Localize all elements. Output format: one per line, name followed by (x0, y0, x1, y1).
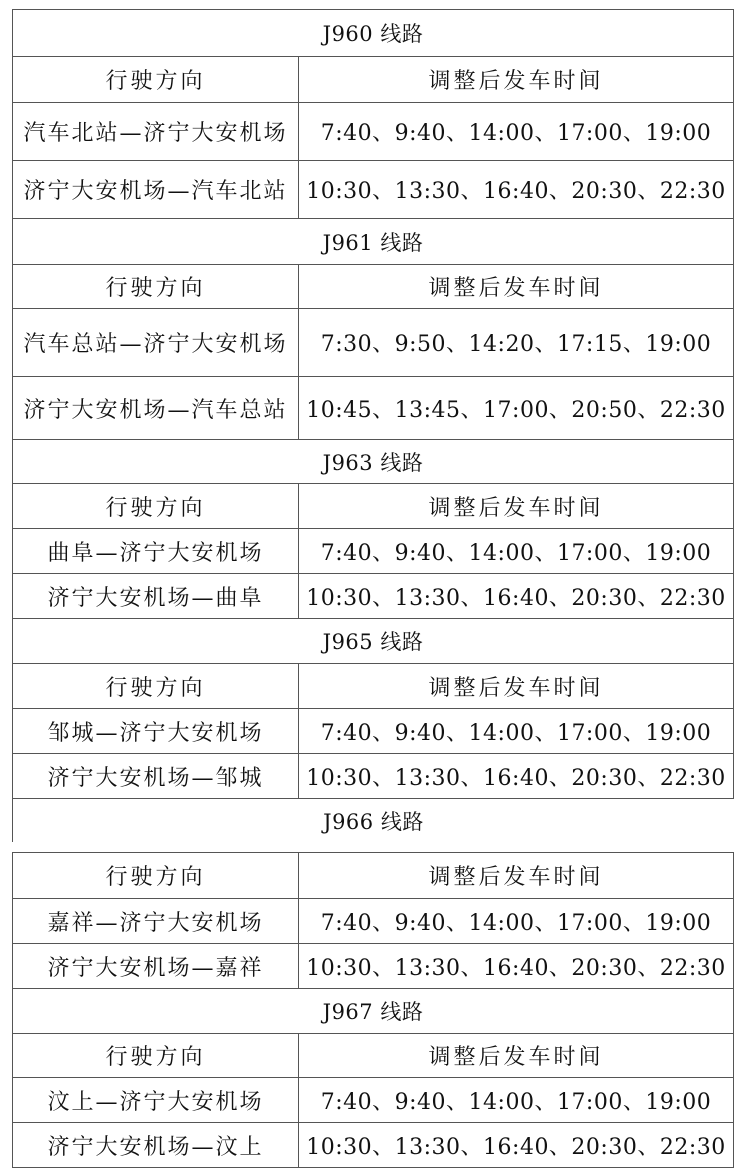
direction-cell: 汶上—济宁大安机场 (13, 1078, 299, 1122)
table-row (13, 899, 734, 944)
times-cell: 7:40、9:40、14:00、17:00、19:00 (299, 529, 734, 573)
table-row (13, 709, 734, 754)
times-header: 调整后发车时间 (299, 1034, 734, 1077)
direction-header: 行驶方向 (13, 57, 299, 102)
times-cell: 10:45、13:45、17:00、20:50、22:30 (299, 377, 734, 439)
times-cell: 10:30、13:30、16:40、20:30、22:30 (299, 161, 734, 218)
table-row (13, 1123, 734, 1168)
column-header-row (13, 664, 734, 709)
route-title: J960 线路 (13, 10, 734, 56)
times-cell: 7:40、9:40、14:00、17:00、19:00 (299, 899, 734, 943)
times-cell: 7:40、9:40、14:00、17:00、19:00 (299, 103, 734, 160)
times-header: 调整后发车时间 (299, 853, 734, 898)
direction-header: 行驶方向 (13, 484, 299, 528)
table-row (13, 1078, 734, 1123)
route-title: J965 线路 (13, 619, 734, 663)
times-header: 调整后发车时间 (299, 57, 734, 102)
direction-header: 行驶方向 (13, 1034, 299, 1077)
column-header-row (13, 1034, 734, 1078)
schedule-table-bottom (12, 852, 734, 1168)
times-header: 调整后发车时间 (299, 484, 734, 528)
direction-cell: 嘉祥—济宁大安机场 (13, 899, 299, 943)
route-title: J967 线路 (13, 989, 734, 1033)
direction-header: 行驶方向 (13, 265, 299, 308)
direction-cell: 济宁大安机场—邹城 (13, 754, 299, 798)
direction-cell: 济宁大安机场—嘉祥 (13, 944, 299, 988)
times-cell: 7:40、9:40、14:00、17:00、19:00 (299, 709, 734, 753)
times-cell: 10:30、13:30、16:40、20:30、22:30 (299, 1123, 734, 1167)
direction-cell: 济宁大安机场—曲阜 (13, 574, 299, 618)
table-row (13, 309, 734, 377)
table-row (13, 529, 734, 574)
direction-cell: 曲阜—济宁大安机场 (13, 529, 299, 573)
direction-header: 行驶方向 (13, 664, 299, 708)
table-row (13, 574, 734, 619)
times-cell: 10:30、13:30、16:40、20:30、22:30 (299, 574, 734, 618)
direction-cell: 汽车北站—济宁大安机场 (13, 103, 299, 160)
schedule-table-top (12, 9, 734, 842)
direction-cell: 济宁大安机场—汽车总站 (13, 377, 299, 439)
direction-cell: 济宁大安机场—汽车北站 (13, 161, 299, 218)
table-row (13, 754, 734, 799)
direction-cell: 济宁大安机场—汶上 (13, 1123, 299, 1167)
route-title: J961 线路 (13, 219, 734, 264)
times-cell: 7:40、9:40、14:00、17:00、19:00 (299, 1078, 734, 1122)
direction-cell: 汽车总站—济宁大安机场 (13, 309, 299, 376)
route-title: J963 线路 (13, 440, 734, 483)
route-title: J966 线路 (323, 809, 424, 834)
column-header-row (13, 853, 734, 899)
table-row (13, 944, 734, 989)
direction-header: 行驶方向 (13, 853, 299, 898)
times-header: 调整后发车时间 (299, 265, 734, 308)
table-row (13, 161, 734, 219)
route-title-row (13, 799, 734, 842)
direction-cell: 邹城—济宁大安机场 (13, 709, 299, 753)
times-header: 调整后发车时间 (299, 664, 734, 708)
column-header-row (13, 57, 734, 103)
route-title-row (13, 989, 734, 1034)
times-cell: 7:30、9:50、14:20、17:15、19:00 (299, 309, 734, 376)
route-title-row (13, 10, 734, 57)
route-title-row (13, 440, 734, 484)
route-title-row (13, 219, 734, 265)
column-header-row (13, 484, 734, 529)
times-cell: 10:30、13:30、16:40、20:30、22:30 (299, 754, 734, 798)
route-title-row (13, 619, 734, 664)
times-cell: 10:30、13:30、16:40、20:30、22:30 (299, 944, 734, 988)
table-row (13, 103, 734, 161)
table-row (13, 377, 734, 440)
column-header-row (13, 265, 734, 309)
